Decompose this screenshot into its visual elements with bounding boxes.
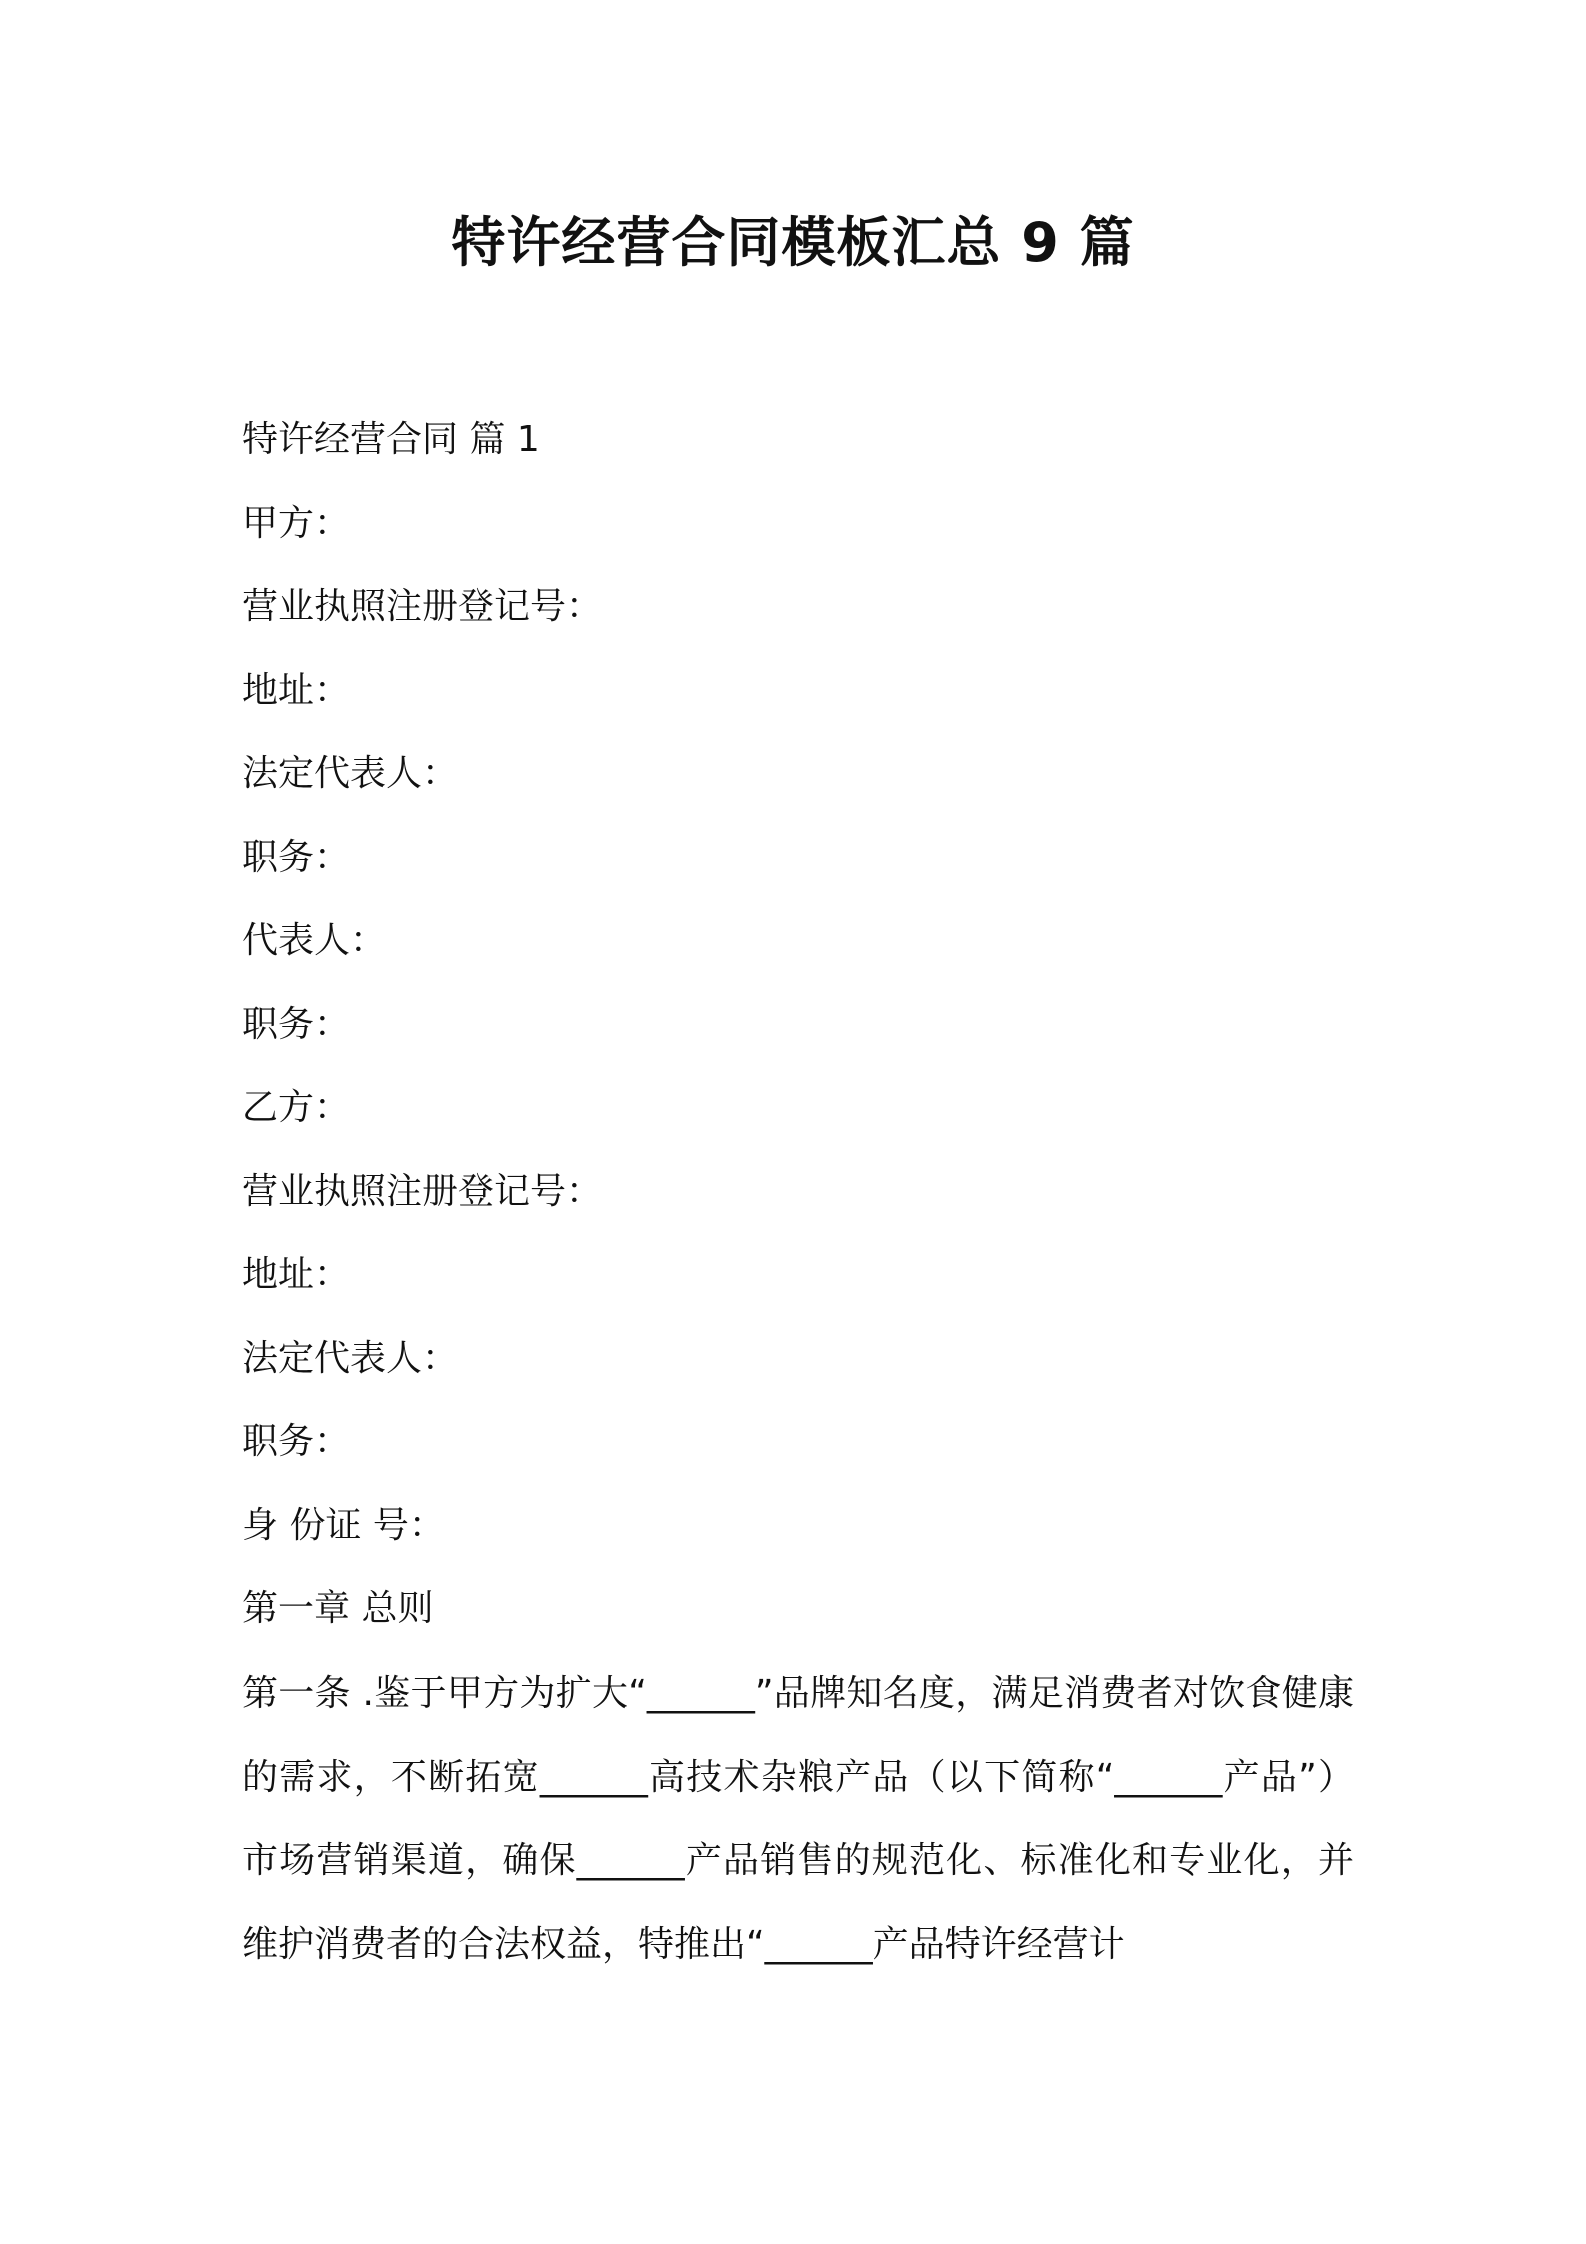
article-paragraph: 第一条 .鉴于甲方为扩大“______”品牌知名度，满足消费者对饮食健康的需求，不断拓宽______高技术杂粮产品（以下简称“______产品”）市场营销渠道，确保______产品销售的规范化、标准化和专业化，并维护消费者的合法权益，特推出“______产品特许经营计	[242, 1673, 1354, 1965]
contract-field-list	[242, 405, 1362, 1658]
party-a-label: 甲方：	[242, 502, 351, 544]
party-a-address-label: 地址：	[242, 669, 351, 711]
party-b-address-label: 地址：	[242, 1254, 351, 1295]
party-a-position-label: 职务：	[242, 836, 351, 878]
party-b-id-number-label: 身 份证 号：	[242, 1504, 445, 1546]
section-heading: 特许经营合同 篇 1	[242, 419, 540, 460]
party-a-representative-position-label: 职务：	[242, 1003, 351, 1045]
party-b-legal-representative-label: 法定代表人：	[242, 1337, 459, 1379]
chapter-heading: 第一章 总则	[242, 1588, 434, 1629]
party-a-license-number-label: 营业执照注册登记号：	[242, 586, 603, 627]
party-b-position-label: 职务：	[242, 1421, 351, 1462]
party-b-label: 乙方：	[242, 1087, 351, 1128]
party-a-legal-representative-label: 法定代表人：	[242, 753, 459, 794]
party-a-representative-label: 代表人：	[242, 920, 387, 961]
document-title: 特许经营合同模板汇总 9 篇	[451, 211, 1135, 274]
party-b-license-number-label: 营业执照注册登记号：	[242, 1170, 603, 1212]
